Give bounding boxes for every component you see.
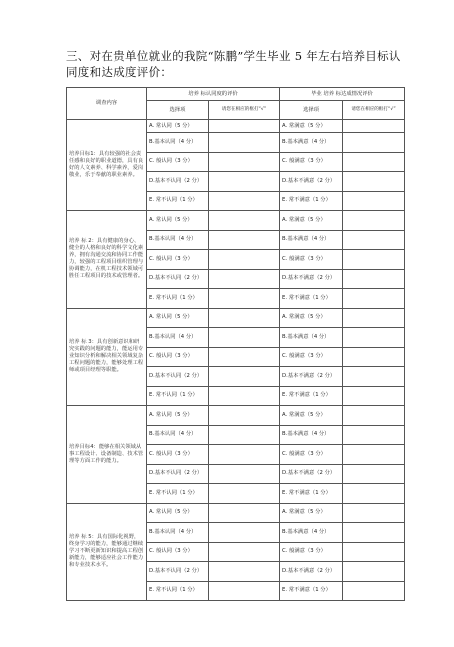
recog-option: E. 常不认同（1 分） (147, 289, 209, 309)
achieve-option: C. 般满意（3 分） (280, 445, 343, 465)
achieve-checkbox[interactable] (343, 191, 405, 211)
achieve-checkbox[interactable] (343, 211, 405, 231)
recog-option: B.基本认同（4 分） (147, 230, 209, 250)
recog-option: E. 常不认同（1 分） (147, 191, 209, 211)
recog-option: A. 常认同（5 分） (147, 406, 209, 426)
recog-option: C. 般认同（3 分） (147, 347, 209, 367)
recog-checkbox[interactable] (209, 133, 280, 153)
recog-checkbox[interactable] (209, 269, 280, 289)
section-heading: 三、对在贵单位就业的我院“陈鹏”学生毕业 5 年左右培养目标认同度和达成度评价： (66, 49, 401, 79)
achieve-option: E. 常不满意（1 分） (280, 386, 343, 406)
achieve-option: C. 般满意（3 分） (280, 250, 343, 270)
achieve-option: B.基本满意（4 分） (280, 230, 343, 250)
achieve-checkbox[interactable] (343, 308, 405, 328)
achieve-option: A. 常满意（5 分） (280, 503, 343, 523)
recog-option: B.基本认同（4 分） (147, 328, 209, 348)
achieve-option: A. 常满意（5 分） (280, 406, 343, 426)
achieve-checkbox[interactable] (343, 503, 405, 523)
recog-option: D.基本不认同（2 分） (147, 172, 209, 192)
recog-option: C. 般认同（3 分） (147, 152, 209, 172)
header-survey-content: 调查内容 (67, 88, 147, 120)
recog-checkbox[interactable] (209, 581, 280, 601)
table-row (67, 503, 405, 523)
achieve-option: C. 般满意（3 分） (280, 542, 343, 562)
evaluation-table (66, 87, 405, 601)
recog-checkbox[interactable] (209, 250, 280, 270)
recog-option: D.基本不认同（2 分） (147, 562, 209, 582)
achieve-checkbox[interactable] (343, 581, 405, 601)
recog-checkbox[interactable] (209, 308, 280, 328)
header-recog-check: 请您在相应的框打“√” (209, 101, 280, 120)
achieve-option: E. 常不满意（1 分） (280, 484, 343, 504)
achieve-option: C. 般满意（3 分） (280, 347, 343, 367)
achieve-option: B.基本满意（4 分） (280, 328, 343, 348)
achieve-checkbox[interactable] (343, 425, 405, 445)
recog-option: E. 常不认同（1 分） (147, 484, 209, 504)
recog-checkbox[interactable] (209, 562, 280, 582)
table-row (67, 406, 405, 426)
achieve-checkbox[interactable] (343, 152, 405, 172)
header-recog-option: 选择项 (147, 101, 209, 120)
achieve-checkbox[interactable] (343, 133, 405, 153)
recog-option: B.基本认同（4 分） (147, 133, 209, 153)
recog-checkbox[interactable] (209, 328, 280, 348)
recog-checkbox[interactable] (209, 406, 280, 426)
achieve-checkbox[interactable] (343, 367, 405, 387)
achieve-option: B.基本满意（4 分） (280, 425, 343, 445)
achieve-option: E. 常不满意（1 分） (280, 191, 343, 211)
recog-option: B.基本认同（4 分） (147, 425, 209, 445)
achieve-option: D.基本不满意（2 分） (280, 367, 343, 387)
recog-checkbox[interactable] (209, 191, 280, 211)
recog-option: A. 常认同（5 分） (147, 120, 209, 133)
achieve-checkbox[interactable] (343, 172, 405, 192)
achieve-option: B.基本满意（4 分） (280, 133, 343, 153)
achieve-option: A. 常满意（5 分） (280, 211, 343, 231)
survey-item-text: 培养 标 2：具有健康的身心、健全的人格和良好的科学文化素养，拥有沟通交流和协同工作能力，较强的工程项目组织管理与协调能力，在机工程技术领域可胜任工程项目的技术或管理者。 (67, 211, 147, 309)
recog-checkbox[interactable] (209, 211, 280, 231)
achieve-option: D.基本不满意（2 分） (280, 269, 343, 289)
recog-option: C. 般认同（3 分） (147, 445, 209, 465)
survey-item-text: 培养目标1：具有较强的社会责任感和良好的职业道德，具有良好的人文素养、科学素养，爱岗敬业，乐于奉献的职业素养。 (67, 120, 147, 211)
achieve-option: C. 般满意（3 分） (280, 152, 343, 172)
achieve-option: D.基本不满意（2 分） (280, 464, 343, 484)
recog-option: A. 常认同（5 分） (147, 308, 209, 328)
recog-option: B.基本认同（4 分） (147, 523, 209, 543)
achieve-checkbox[interactable] (343, 406, 405, 426)
recog-checkbox[interactable] (209, 386, 280, 406)
recog-option: E. 常不认同（1 分） (147, 386, 209, 406)
recog-option: E. 常不认同（1 分） (147, 581, 209, 601)
achieve-option: E. 常不满意（1 分） (280, 581, 343, 601)
achieve-checkbox[interactable] (343, 250, 405, 270)
survey-item-text: 培养 标 3：具有创新意识和研究实践的问题的能力，能运用专业知识分析和解决相关领域复杂工程问题的能力，能够处理工程师或项目经理等职能。 (67, 308, 147, 406)
recog-checkbox[interactable] (209, 445, 280, 465)
achieve-option: B.基本满意（4 分） (280, 523, 343, 543)
header-achieve-check: 请您在相应的框打“√” (343, 101, 405, 120)
table-row (67, 211, 405, 231)
table-body (67, 120, 405, 601)
achieve-option: D.基本不满意（2 分） (280, 172, 343, 192)
recog-option: A. 常认同（5 分） (147, 503, 209, 523)
achieve-checkbox[interactable] (343, 120, 405, 133)
table-row (67, 120, 405, 133)
achieve-checkbox[interactable] (343, 269, 405, 289)
recog-option: A. 常认同（5 分） (147, 211, 209, 231)
recog-checkbox[interactable] (209, 347, 280, 367)
achieve-checkbox[interactable] (343, 562, 405, 582)
achieve-checkbox[interactable] (343, 347, 405, 367)
recog-option: C. 般认同（3 分） (147, 542, 209, 562)
achieve-checkbox[interactable] (343, 464, 405, 484)
achieve-checkbox[interactable] (343, 289, 405, 309)
recog-checkbox[interactable] (209, 172, 280, 192)
recog-checkbox[interactable] (209, 425, 280, 445)
survey-item-text: 培养 标 5：具有国际化视野，终身学习的能力，能够通过继续学习不断更新知识和提高工程创新能力，能够适应社会工作能力和专业技术水平。 (67, 503, 147, 601)
recog-checkbox[interactable] (209, 152, 280, 172)
recog-checkbox[interactable] (209, 542, 280, 562)
table-row (67, 308, 405, 328)
survey-item-text: 培养目标4：能够在相关领域从事工程设计、设备制造、技术管理等方面工作的能力。 (67, 406, 147, 504)
achieve-checkbox[interactable] (343, 328, 405, 348)
achieve-checkbox[interactable] (343, 523, 405, 543)
recog-option: D.基本不认同（2 分） (147, 367, 209, 387)
achieve-checkbox[interactable] (343, 542, 405, 562)
recog-checkbox[interactable] (209, 503, 280, 523)
header-recognition-group: 培养 标认同度的评价 (147, 88, 280, 101)
recog-checkbox[interactable] (209, 464, 280, 484)
achieve-checkbox[interactable] (343, 484, 405, 504)
recog-option: D.基本不认同（2 分） (147, 464, 209, 484)
header-achieve-option: 选择项 (280, 101, 343, 120)
recog-option: D.基本不认同（2 分） (147, 269, 209, 289)
header-achievement-group: 毕业 培养 标达成情况评价 (280, 88, 405, 101)
achieve-option: A. 常满意（5 分） (280, 308, 343, 328)
recog-checkbox[interactable] (209, 120, 280, 133)
achieve-option: D.基本不满意（2 分） (280, 562, 343, 582)
achieve-checkbox[interactable] (343, 386, 405, 406)
achieve-checkbox[interactable] (343, 230, 405, 250)
recog-checkbox[interactable] (209, 523, 280, 543)
recog-option: C. 般认同（3 分） (147, 250, 209, 270)
achieve-checkbox[interactable] (343, 445, 405, 465)
recog-checkbox[interactable] (209, 367, 280, 387)
achieve-option: E. 常不满意（1 分） (280, 289, 343, 309)
recog-checkbox[interactable] (209, 230, 280, 250)
recog-checkbox[interactable] (209, 289, 280, 309)
recog-checkbox[interactable] (209, 484, 280, 504)
achieve-option: A. 常满意（5 分） (280, 120, 343, 133)
